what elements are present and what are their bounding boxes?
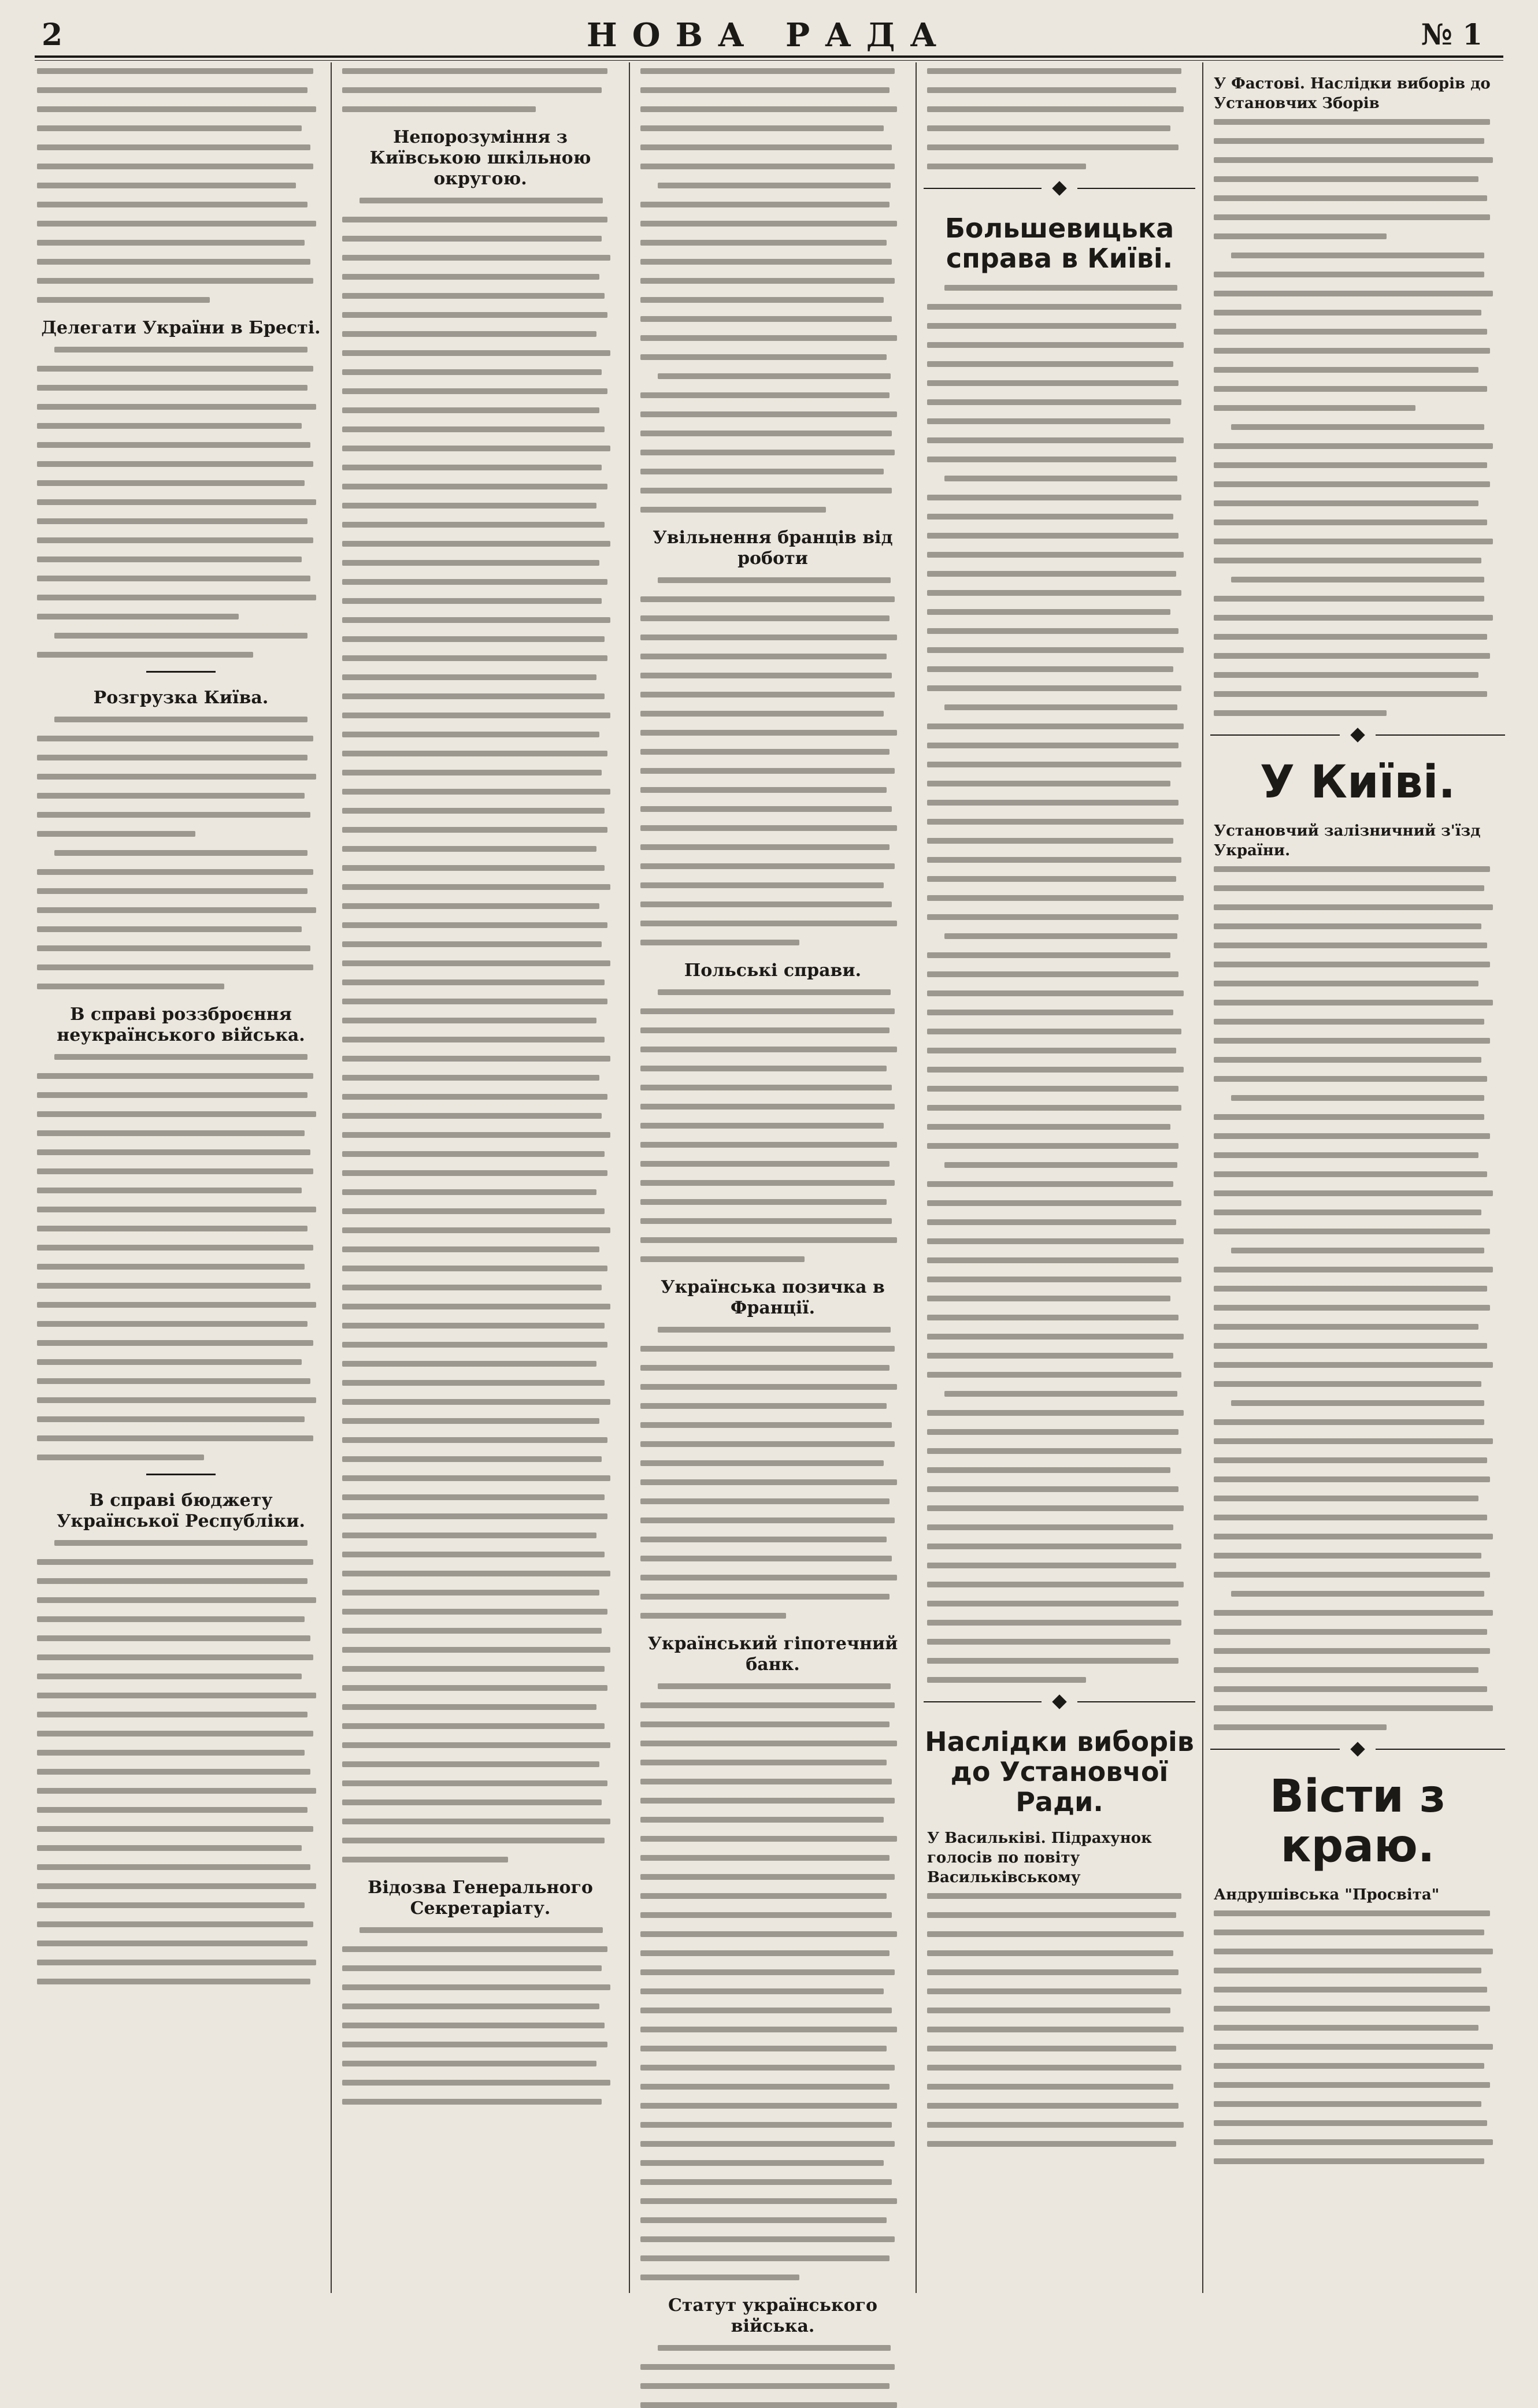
column-divider — [1202, 62, 1203, 2293]
headline-mortgage-bank: Український гіпотечний банк. — [647, 1634, 898, 1675]
headline-election-results: Наслідки виборів до Установчої Ради. — [925, 1726, 1194, 1817]
column-5 — [1210, 68, 1505, 2293]
column-divider — [331, 62, 332, 2293]
article-body — [640, 1327, 905, 1619]
issue-number: № 1 — [1421, 17, 1483, 51]
masthead-rule-thin — [35, 60, 1503, 61]
ornament-divider — [924, 1697, 1195, 1707]
section-rule — [146, 1474, 216, 1475]
article-body — [640, 1683, 905, 2280]
congress-snippet: Установчий залізничний з'їзд України. — [1214, 822, 1481, 859]
article-body — [1214, 1910, 1502, 2164]
headline-in-kyiv: У Київі. — [1259, 756, 1456, 808]
article-body — [342, 1927, 618, 2105]
page-number: 2 — [42, 17, 63, 53]
headline-disarm: В справі роззброєння неукраїнського війська. — [57, 1004, 305, 1045]
headline-budget: В справі бюджету Української Республіки. — [57, 1490, 305, 1531]
ornament-divider — [924, 183, 1195, 194]
section-rule — [146, 671, 216, 673]
article-body — [37, 1540, 325, 1984]
masthead-rule — [35, 55, 1503, 58]
article-body — [640, 989, 905, 1262]
column-4 — [924, 68, 1195, 2293]
article-body — [640, 2345, 905, 2408]
article-body — [640, 68, 905, 513]
paper-name: НОВА РАДА — [586, 16, 952, 54]
election-snippet: У Васильківі. Підрахунок голосів по повіту Васильківському — [927, 1830, 1152, 1886]
article-body — [1214, 866, 1502, 1730]
article-body — [927, 285, 1192, 1683]
headline-delegates-brest: Делегати України в Бресті. — [41, 318, 321, 338]
column-divider — [916, 62, 917, 2293]
fastiv-snippet: У Фастові. Наслідки виборів до Установчих Зборів — [1214, 75, 1491, 112]
headline-school-district: Непорозуміння з Київською шкільною округою. — [369, 127, 591, 189]
article-body — [37, 1054, 325, 1460]
prosvita-snippet: Андрушівська "Просвіта" — [1214, 1886, 1440, 1904]
article-body — [927, 1893, 1192, 2147]
column-1 — [34, 68, 328, 2293]
headline-bolshevik-case: Большевицька справа в Київі. — [944, 213, 1174, 274]
article-body — [37, 68, 325, 303]
article-body — [342, 198, 618, 1862]
headline-polish: Польські справи. — [684, 960, 862, 981]
article-body — [37, 347, 325, 658]
article-body — [1214, 119, 1502, 716]
headline-kyiv-unload: Розгрузка Київа. — [93, 688, 269, 708]
headline-france-loan: Українська позичка в Франції. — [661, 1277, 885, 1318]
article-body — [37, 717, 325, 989]
column-2 — [339, 68, 622, 2293]
headline-gensec-response: Відозва Генерального Секретаріату. — [368, 1878, 593, 1919]
headline-regional-news: Вісти з краю. — [1269, 1771, 1446, 1872]
headline-army-statute: Статут українського війська. — [668, 2295, 878, 2336]
article-body — [640, 577, 905, 945]
article-body — [342, 68, 618, 112]
masthead — [0, 0, 1538, 53]
article-body — [927, 68, 1192, 169]
ornament-divider — [1210, 730, 1505, 740]
column-divider — [629, 62, 630, 2293]
ornament-divider — [1210, 1744, 1505, 1754]
column-3 — [637, 68, 909, 2336]
headline-unemployed: Увільнення бранців від роботи — [653, 528, 893, 569]
